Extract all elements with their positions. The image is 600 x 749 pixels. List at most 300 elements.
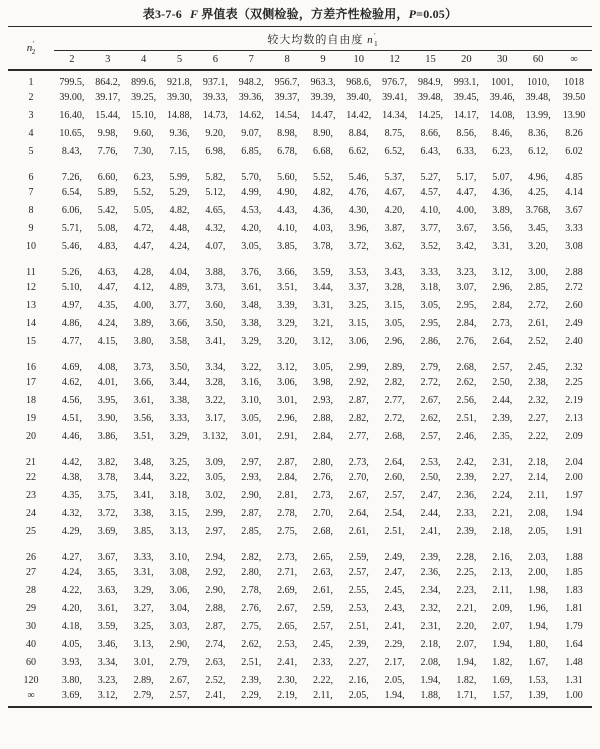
table-cell: 2.96, <box>492 281 513 293</box>
table-cell: 2.53, <box>277 638 298 650</box>
table-cell: 3.06, <box>169 584 190 596</box>
table-cell: 2.57, <box>492 362 513 373</box>
table-cell: 2.36, <box>420 566 441 578</box>
row-label: ∞ <box>27 689 35 701</box>
table-cell: 2.95, <box>456 299 477 311</box>
table-cell: 3.23, <box>456 267 477 278</box>
row-label: 3 <box>28 109 34 121</box>
table-cell: 2.54, <box>384 507 405 519</box>
table-cell: 3.77, <box>169 299 190 311</box>
table-cell: 3.48, <box>241 299 262 311</box>
row-label: 30 <box>26 620 36 632</box>
table-cell: 1.88, <box>420 689 441 701</box>
table-cell: 3.61, <box>241 281 262 293</box>
table-cell: 4.24, <box>61 566 82 578</box>
table-cell: 4.28, <box>133 267 154 278</box>
table-cell: 2.29, <box>241 689 262 701</box>
table-cell: 2.57, <box>384 489 405 501</box>
table-cell: 3.86, <box>97 430 118 442</box>
table-cell: 2.80, <box>312 457 333 468</box>
table-cell: 1.91 <box>565 525 583 537</box>
table-cell: 3.85, <box>277 240 298 252</box>
table-cell: 2.07, <box>492 620 513 632</box>
table-cell: 8.56, <box>456 127 477 139</box>
table-cell: 2.96, <box>384 335 405 347</box>
table-row <box>8 427 592 445</box>
table-cell: 2.50, <box>492 376 513 388</box>
table-cell: 3.56, <box>492 222 513 234</box>
table-cell: 4.67, <box>384 186 405 198</box>
table-cell: 4.24, <box>97 317 118 329</box>
table-cell: 2.72 <box>565 281 583 293</box>
table-cell: 2.45, <box>528 362 549 373</box>
table-cell: 921.8, <box>167 77 192 88</box>
row-label: 6 <box>28 172 34 183</box>
table-cell: 2.45, <box>384 584 405 596</box>
table-cell: 9.07, <box>241 127 262 139</box>
table-cell: 5.52, <box>312 172 333 183</box>
table-cell: 1.88 <box>565 552 583 563</box>
table-cell: 4.69, <box>61 362 82 373</box>
corner-label-n2 <box>8 27 54 71</box>
table-cell: 2.95, <box>420 317 441 329</box>
table-cell: 2.84, <box>312 430 333 442</box>
column-header: 15 <box>413 51 449 71</box>
table-cell: 3.02, <box>205 489 226 501</box>
table-cell: 2.00, <box>528 566 549 578</box>
table-cell: 2.39, <box>420 552 441 563</box>
table-cell: 4.01, <box>97 376 118 388</box>
table-cell: 2.73, <box>277 552 298 563</box>
f-critical-values-table <box>8 26 592 708</box>
table-cell: 2.84, <box>492 299 513 311</box>
table-cell: 2.51, <box>348 620 369 632</box>
table-row <box>8 314 592 332</box>
table-cell: 2.64, <box>348 507 369 519</box>
table-cell: 4.86, <box>61 317 82 329</box>
table-cell: 2.70, <box>348 471 369 483</box>
table-cell: 2.21, <box>492 507 513 519</box>
table-cell: 13.99, <box>525 109 551 121</box>
n-variable: n <box>367 34 374 46</box>
table-cell: 4.42, <box>61 457 82 468</box>
table-row <box>8 183 592 201</box>
table-cell: 4.12, <box>133 281 154 293</box>
table-cell: 4.96, <box>528 172 549 183</box>
table-cell: 13.90 <box>562 109 586 121</box>
table-cell: 3.31, <box>492 240 513 252</box>
table-cell: 3.89, <box>492 204 513 216</box>
table-cell: 2.88 <box>565 267 583 278</box>
table-cell: 6.68, <box>312 145 333 157</box>
table-cell: 2.84, <box>456 317 477 329</box>
table-cell: 39.39, <box>310 91 336 103</box>
table-cell: 4.24, <box>169 240 190 252</box>
table-cell: 2.67, <box>348 489 369 501</box>
table-cell: 963.3, <box>310 77 336 88</box>
table-cell: 948.2, <box>238 77 264 88</box>
table-cell: 4.38, <box>61 471 82 483</box>
table-cell: 3.12, <box>97 689 118 701</box>
table-cell: 2.35, <box>492 430 513 442</box>
table-cell: 3.22, <box>169 471 190 483</box>
table-cell: 2.08, <box>528 507 549 519</box>
table-row <box>8 486 592 504</box>
table-cell: 4.20, <box>241 222 262 234</box>
table-cell: 2.87, <box>205 620 226 632</box>
table-cell: 2.39, <box>456 525 477 537</box>
table-cell: 3.76, <box>241 267 262 278</box>
table-cell: 3.15, <box>384 299 405 311</box>
table-cell: 1.00 <box>565 689 583 701</box>
table-cell: 2.65, <box>312 552 333 563</box>
table-cell: 2.63, <box>312 566 333 578</box>
table-cell: 3.34, <box>97 656 118 668</box>
table-cell: 2.75, <box>241 620 262 632</box>
table-cell: 1.64 <box>565 638 583 650</box>
table-cell: 3.10, <box>169 552 190 563</box>
table-cell: 1.98, <box>528 584 549 596</box>
table-cell: 2.87, <box>241 507 262 519</box>
table-cell: 3.132, <box>202 430 228 442</box>
table-row <box>8 540 592 563</box>
table-cell: 2.70, <box>312 507 333 519</box>
table-row <box>8 563 592 581</box>
table-cell: 2.51, <box>456 412 477 424</box>
table-cell: 2.67, <box>420 394 441 406</box>
table-cell: 2.18, <box>492 525 513 537</box>
table-cell: 3.61, <box>133 394 154 406</box>
table-cell: 937.1, <box>202 77 228 88</box>
table-cell: 3.12, <box>492 267 513 278</box>
table-cell: 3.52, <box>420 240 441 252</box>
table-cell: 3.23, <box>97 674 118 686</box>
table-cell: 2.47, <box>420 489 441 501</box>
table-cell: 5.17, <box>456 172 477 183</box>
table-cell: 4.36, <box>312 204 333 216</box>
table-cell: 2.62, <box>456 376 477 388</box>
table-cell: 2.90, <box>241 489 262 501</box>
row-label: 4 <box>28 127 34 139</box>
table-cell: 3.39, <box>277 299 298 311</box>
table-cell: 2.91, <box>277 430 298 442</box>
table-cell: 2.30, <box>277 674 298 686</box>
table-cell: 4.04, <box>169 267 190 278</box>
table-cell: 3.90, <box>97 412 118 424</box>
table-cell: 2.33, <box>456 507 477 519</box>
table-cell: 14.42, <box>346 109 372 121</box>
table-row <box>8 635 592 653</box>
row-label: 40 <box>26 638 36 650</box>
table-cell: 2.33, <box>312 656 333 668</box>
table-cell: 4.15, <box>97 335 118 347</box>
table-cell: 5.46, <box>61 240 82 252</box>
table-cell: 2.45, <box>312 638 333 650</box>
table-cell: 3.95, <box>97 394 118 406</box>
table-cell: 6.52, <box>384 145 405 157</box>
table-cell: 4.82, <box>312 186 333 198</box>
column-header-row <box>8 51 592 71</box>
table-row <box>8 219 592 237</box>
table-cell: 2.76, <box>456 335 477 347</box>
table-cell: 2.88, <box>205 602 226 614</box>
table-cell: 2.39, <box>492 412 513 424</box>
table-cell: 14.88, <box>167 109 192 121</box>
table-cell: 2.05, <box>384 674 405 686</box>
table-cell: 2.57, <box>169 689 190 701</box>
table-cell: 2.11, <box>492 584 513 596</box>
column-header: 2 <box>54 51 90 71</box>
table-cell: 3.53, <box>348 267 369 278</box>
table-cell: 3.44, <box>169 376 190 388</box>
table-cell: 3.29, <box>241 335 262 347</box>
table-cell: 3.80, <box>133 335 154 347</box>
table-cell: 2.76, <box>312 471 333 483</box>
table-cell: 2.09 <box>565 430 583 442</box>
table-cell: 2.62, <box>241 638 262 650</box>
table-cell: 4.30, <box>348 204 369 216</box>
table-cell: 3.21, <box>312 317 333 329</box>
title-text: 界值表 <box>201 7 238 21</box>
column-header: 5 <box>162 51 198 71</box>
table-cell: 6.98, <box>205 145 226 157</box>
table-cell: 3.12, <box>277 362 298 373</box>
table-row <box>8 445 592 468</box>
table-cell: 2.52, <box>528 335 549 347</box>
table-cell: 3.13, <box>169 525 190 537</box>
table-cell: 2.41, <box>277 656 298 668</box>
table-row <box>8 70 592 88</box>
table-cell: 1.94, <box>492 638 513 650</box>
table-cell: 2.59, <box>348 552 369 563</box>
table-cell: 2.77, <box>384 394 405 406</box>
table-cell: 2.79, <box>169 656 190 668</box>
column-header: 6 <box>197 51 233 71</box>
table-cell: 4.46, <box>61 430 82 442</box>
table-cell: 3.20, <box>277 335 298 347</box>
table-cell: 3.45, <box>528 222 549 234</box>
table-cell: 7.30, <box>133 145 154 157</box>
table-cell: 8.84, <box>348 127 369 139</box>
table-cell: 4.72, <box>133 222 154 234</box>
table-cell: 1.39, <box>528 689 549 701</box>
table-cell: 2.87, <box>348 394 369 406</box>
table-cell: 2.51, <box>384 525 405 537</box>
table-cell: 2.80, <box>241 566 262 578</box>
table-row <box>8 237 592 255</box>
table-cell: 956.7, <box>274 77 300 88</box>
row-label: 23 <box>26 489 36 501</box>
table-cell: 8.43, <box>61 145 82 157</box>
table-cell: 2.46, <box>456 430 477 442</box>
table-row <box>8 373 592 391</box>
table-cell: 2.11, <box>313 689 333 701</box>
table-cell: 2.93, <box>312 394 333 406</box>
table-cell: 39.37, <box>274 91 300 103</box>
table-cell: 3.87, <box>384 222 405 234</box>
table-cell: 2.24, <box>492 489 513 501</box>
table-cell: 3.08 <box>565 240 583 252</box>
table-cell: 6.33, <box>456 145 477 157</box>
table-cell: 2.21, <box>456 602 477 614</box>
table-cell: 3.82, <box>97 457 118 468</box>
table-cell: 3.73, <box>205 281 226 293</box>
table-cell: 3.07, <box>456 281 477 293</box>
table-cell: 2.36, <box>456 489 477 501</box>
table-cell: 3.28, <box>205 376 226 388</box>
table-cell: 2.16, <box>348 674 369 686</box>
table-cell: 1.85 <box>565 566 583 578</box>
table-cell: 39.45, <box>453 91 479 103</box>
table-row <box>8 88 592 106</box>
table-cell: 4.47, <box>133 240 154 252</box>
n-variable: n <box>26 42 33 54</box>
table-cell: 9.20, <box>205 127 226 139</box>
table-cell: 10.65, <box>59 127 85 139</box>
table-row <box>8 350 592 373</box>
table-cell: 3.75, <box>97 489 118 501</box>
table-cell: 6.85, <box>241 145 262 157</box>
table-cell: 3.42, <box>456 240 477 252</box>
table-cell: 1.82, <box>456 674 477 686</box>
table-cell: 2.73, <box>492 317 513 329</box>
table-cell: 2.90, <box>169 638 190 650</box>
table-row <box>8 278 592 296</box>
table-cell: 4.00, <box>133 299 154 311</box>
row-label: 5 <box>28 145 34 157</box>
table-cell: 3.06, <box>277 376 298 388</box>
table-cell: 3.01, <box>241 430 262 442</box>
column-header: 3 <box>90 51 126 71</box>
table-cell: 4.29, <box>61 525 82 537</box>
table-cell: 3.67, <box>456 222 477 234</box>
table-cell: 4.18, <box>61 620 82 632</box>
table-cell: 1.48 <box>565 656 583 668</box>
table-row <box>8 617 592 635</box>
table-cell: 2.61, <box>528 317 549 329</box>
table-cell: 15.44, <box>95 109 121 121</box>
table-cell: 3.01, <box>133 656 154 668</box>
table-cell: 2.23, <box>456 584 477 596</box>
table-cell: 2.18, <box>528 457 549 468</box>
row-label: 13 <box>26 299 36 311</box>
table-cell: 2.60, <box>384 471 405 483</box>
table-cell: 3.77, <box>420 222 441 234</box>
table-row <box>8 124 592 142</box>
table-cell: 3.33, <box>420 267 441 278</box>
table-cell: 16.40, <box>59 109 85 121</box>
table-row <box>8 504 592 522</box>
table-cell: 2.19, <box>277 689 298 701</box>
table-cell: 2.68, <box>312 525 333 537</box>
table-cell: 5.27, <box>420 172 441 183</box>
table-cell: 2.05, <box>348 689 369 701</box>
table-cell: 9.36, <box>169 127 190 139</box>
spanning-header-text: 较大均数的自由度 <box>267 34 364 46</box>
table-cell: 899.6, <box>131 77 157 88</box>
table-cell: 7.76, <box>97 145 118 157</box>
column-header: 8 <box>269 51 305 71</box>
table-cell: 39.40, <box>346 91 372 103</box>
table-row <box>8 409 592 427</box>
table-row <box>8 255 592 278</box>
table-cell: 2.22, <box>312 674 333 686</box>
table-cell: 2.81, <box>277 489 298 501</box>
table-cell: 2.31, <box>420 620 441 632</box>
table-cell: 3.37, <box>348 281 369 293</box>
table-cell: 2.13 <box>565 412 583 424</box>
table-cell: 4.35, <box>97 299 118 311</box>
table-cell: 3.18, <box>420 281 441 293</box>
table-row <box>8 468 592 486</box>
table-cell: 2.34, <box>420 584 441 596</box>
table-cell: 2.76, <box>241 602 262 614</box>
table-cell: 4.14 <box>565 186 583 198</box>
table-cell: 2.31, <box>492 457 513 468</box>
table-cell: 3.93, <box>61 656 82 668</box>
table-cell: 2.44, <box>492 394 513 406</box>
table-cell: 2.78, <box>241 584 262 596</box>
table-cell: 39.30, <box>167 91 192 103</box>
table-cell: 39.17, <box>95 91 121 103</box>
table-header <box>8 27 592 71</box>
table-cell: 3.96, <box>348 222 369 234</box>
table-cell: 14.25, <box>418 109 444 121</box>
row-label: 20 <box>26 430 36 442</box>
table-cell: 2.79, <box>420 362 441 373</box>
table-cell: 2.00 <box>565 471 583 483</box>
table-body <box>8 70 592 707</box>
table-cell: 2.64, <box>384 457 405 468</box>
table-cell: 4.32, <box>205 222 226 234</box>
table-cell: 2.57, <box>420 430 441 442</box>
table-cell: 2.04 <box>565 457 583 468</box>
table-cell: 2.13, <box>492 566 513 578</box>
table-cell: 2.09, <box>492 602 513 614</box>
table-cell: 968.6, <box>346 77 372 88</box>
table-row <box>8 106 592 124</box>
table-cell: 3.50, <box>169 362 190 373</box>
row-label: 120 <box>23 674 39 686</box>
table-cell: 2.78, <box>277 507 298 519</box>
column-header: 7 <box>233 51 269 71</box>
table-cell: 39.00, <box>59 91 85 103</box>
table-cell: 6.78, <box>277 145 298 157</box>
column-header: 60 <box>520 51 556 71</box>
row-label: 15 <box>26 335 36 347</box>
table-cell: 976.7, <box>382 77 408 88</box>
table-cell: 3.66, <box>133 376 154 388</box>
table-cell: 3.05, <box>312 362 333 373</box>
table-cell: 3.08, <box>169 566 190 578</box>
table-row <box>8 671 592 689</box>
table-cell: 6.43, <box>420 145 441 157</box>
table-cell: 5.82, <box>205 172 226 183</box>
table-cell: 3.20, <box>528 240 549 252</box>
table-cell: 4.62, <box>61 376 82 388</box>
table-row <box>8 689 592 707</box>
table-cell: 3.78, <box>97 471 118 483</box>
row-label: 28 <box>26 584 36 596</box>
table-cell: 5.12, <box>205 186 226 198</box>
table-cell: 39.36, <box>238 91 264 103</box>
table-cell: 14.54, <box>274 109 300 121</box>
table-cell: 1018 <box>564 77 585 88</box>
table-cell: 5.26, <box>61 267 82 278</box>
row-label: 9 <box>28 222 34 234</box>
table-cell: 8.75, <box>384 127 405 139</box>
table-cell: 3.01, <box>277 394 298 406</box>
